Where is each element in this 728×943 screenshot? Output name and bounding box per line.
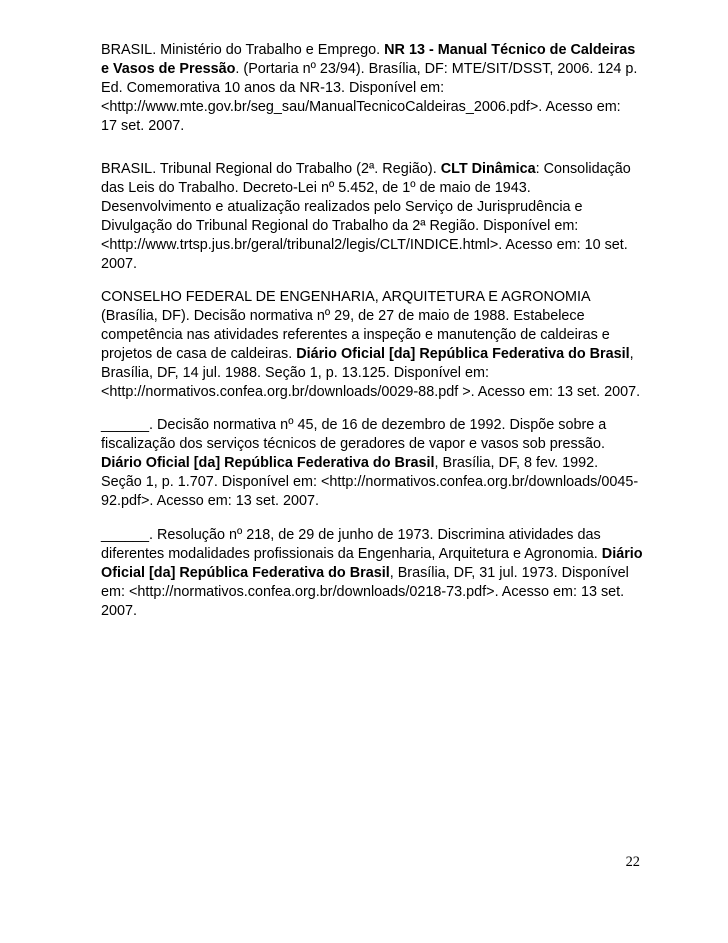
reference-text: competência nas atividades referentes a inspeção e manutenção de caldeiras e <box>101 327 610 343</box>
bold-title-text: Diário Oficial [da] República Federativa do Brasil <box>101 455 435 471</box>
reference-text: <http://www.mte.gov.br/seg_sau/ManualTecnicoCaldeiras_2006.pdf>. Acesso em: <box>101 99 621 115</box>
reference-entry-5 <box>101 526 641 621</box>
reference-text: . (Portaria nº 23/94). Brasília, DF: MTE/SIT/DSST, 2006. 124 p. <box>235 61 638 77</box>
reference-line <box>101 326 641 345</box>
reference-text: : Consolidação <box>535 161 631 177</box>
reference-text: 92.pdf>. Acesso em: 13 set. 2007. <box>101 493 320 509</box>
reference-line <box>101 60 641 79</box>
reference-text: ______. Resolução nº 218, de 29 de junho de 1973. Discrimina atividades das <box>101 527 601 543</box>
bold-title-text: Diário Oficial [da] República Federativa do Brasil <box>296 346 630 362</box>
reference-text: Seção 1, p. 1.707. Disponível em: <http://normativos.confea.org.br/downloads/0045- <box>101 474 639 490</box>
reference-line <box>101 583 641 602</box>
reference-line <box>101 364 641 383</box>
reference-text: projetos de casa de caldeiras. <box>101 346 297 362</box>
reference-text: 2007. <box>101 603 138 619</box>
reference-line <box>101 255 641 274</box>
reference-line <box>101 217 641 236</box>
reference-text: BRASIL. Tribunal Regional do Trabalho (2ª. Região). <box>101 161 441 177</box>
reference-text: Ed. Comemorativa 10 anos da NR-13. Disponível em: <box>101 80 445 96</box>
reference-text: Desenvolvimento e atualização realizados pelo Serviço de Jurisprudência e <box>101 199 583 215</box>
reference-text: <http://normativos.confea.org.br/downloads/0029-88.pdf >. Acesso em: 13 set. 2007. <box>101 384 641 400</box>
reference-line <box>101 383 641 402</box>
reference-line <box>101 564 641 583</box>
reference-text: , Brasília, DF, 8 fev. 1992. <box>434 455 599 471</box>
reference-entry-3 <box>101 288 641 402</box>
reference-line <box>101 117 641 136</box>
bold-title-text: CLT Dinâmica <box>440 161 536 177</box>
reference-text: <http://www.trtsp.jus.br/geral/tribunal2/legis/CLT/INDICE.html>. Acesso em: 10 set. <box>101 237 628 253</box>
reference-text: (Brasília, DF). Decisão normativa nº 29, de 27 de maio de 1988. Estabelece <box>101 308 585 324</box>
reference-entry-2 <box>101 160 641 274</box>
bold-title-text: NR 13 - Manual Técnico de Caldeiras <box>384 42 636 58</box>
bold-title-text: e Vasos de Pressão <box>101 61 236 77</box>
reference-text: das Leis do Trabalho. Decreto-Lei nº 5.452, de 1º de maio de 1943. <box>101 180 531 196</box>
reference-text: CONSELHO FEDERAL DE ENGENHARIA, ARQUITETURA E AGRONOMIA <box>101 289 591 305</box>
reference-text: ______. Decisão normativa nº 45, de 16 de dezembro de 1992. Dispõe sobre a <box>101 417 607 433</box>
reference-line <box>101 198 641 217</box>
reference-line <box>101 98 641 117</box>
reference-line <box>101 288 641 307</box>
reference-text: BRASIL. Ministério do Trabalho e Emprego. <box>101 42 385 58</box>
reference-line <box>101 345 641 364</box>
bold-title-text: Diário <box>601 546 643 562</box>
reference-text: fiscalização dos serviços técnicos de geradores de vapor e vasos sob pressão. <box>101 436 605 452</box>
page-number: 22 <box>625 854 640 870</box>
reference-text: diferentes modalidades profissionais da Engenharia, Arquitetura e Agronomia. <box>101 546 602 562</box>
reference-line <box>101 236 641 255</box>
reference-line <box>101 179 641 198</box>
reference-line <box>101 307 641 326</box>
reference-line <box>101 416 641 435</box>
reference-line <box>101 454 641 473</box>
reference-line <box>101 492 641 511</box>
reference-entry-1 <box>101 41 641 136</box>
reference-entry-4 <box>101 416 641 511</box>
reference-line <box>101 435 641 454</box>
reference-line <box>101 79 641 98</box>
reference-text: Brasília, DF, 14 jul. 1988. Seção 1, p. 13.125. Disponível em: <box>101 365 489 381</box>
reference-text: 2007. <box>101 256 138 272</box>
bold-title-text: Oficial [da] República Federativa do Brasil <box>101 565 390 581</box>
reference-line <box>101 41 641 60</box>
reference-line <box>101 526 641 545</box>
reference-text: , <box>629 346 634 362</box>
reference-line <box>101 160 641 179</box>
reference-text: Divulgação do Tribunal Regional do Trabalho da 2ª Região. Disponível em: <box>101 218 579 234</box>
reference-text: 17 set. 2007. <box>101 118 185 134</box>
reference-text: , Brasília, DF, 31 jul. 1973. Disponível <box>389 565 629 581</box>
reference-line <box>101 602 641 621</box>
reference-line <box>101 545 641 564</box>
reference-line <box>101 473 641 492</box>
reference-text: em: <http://normativos.confea.org.br/downloads/0218-73.pdf>. Acesso em: 13 set. <box>101 584 625 600</box>
